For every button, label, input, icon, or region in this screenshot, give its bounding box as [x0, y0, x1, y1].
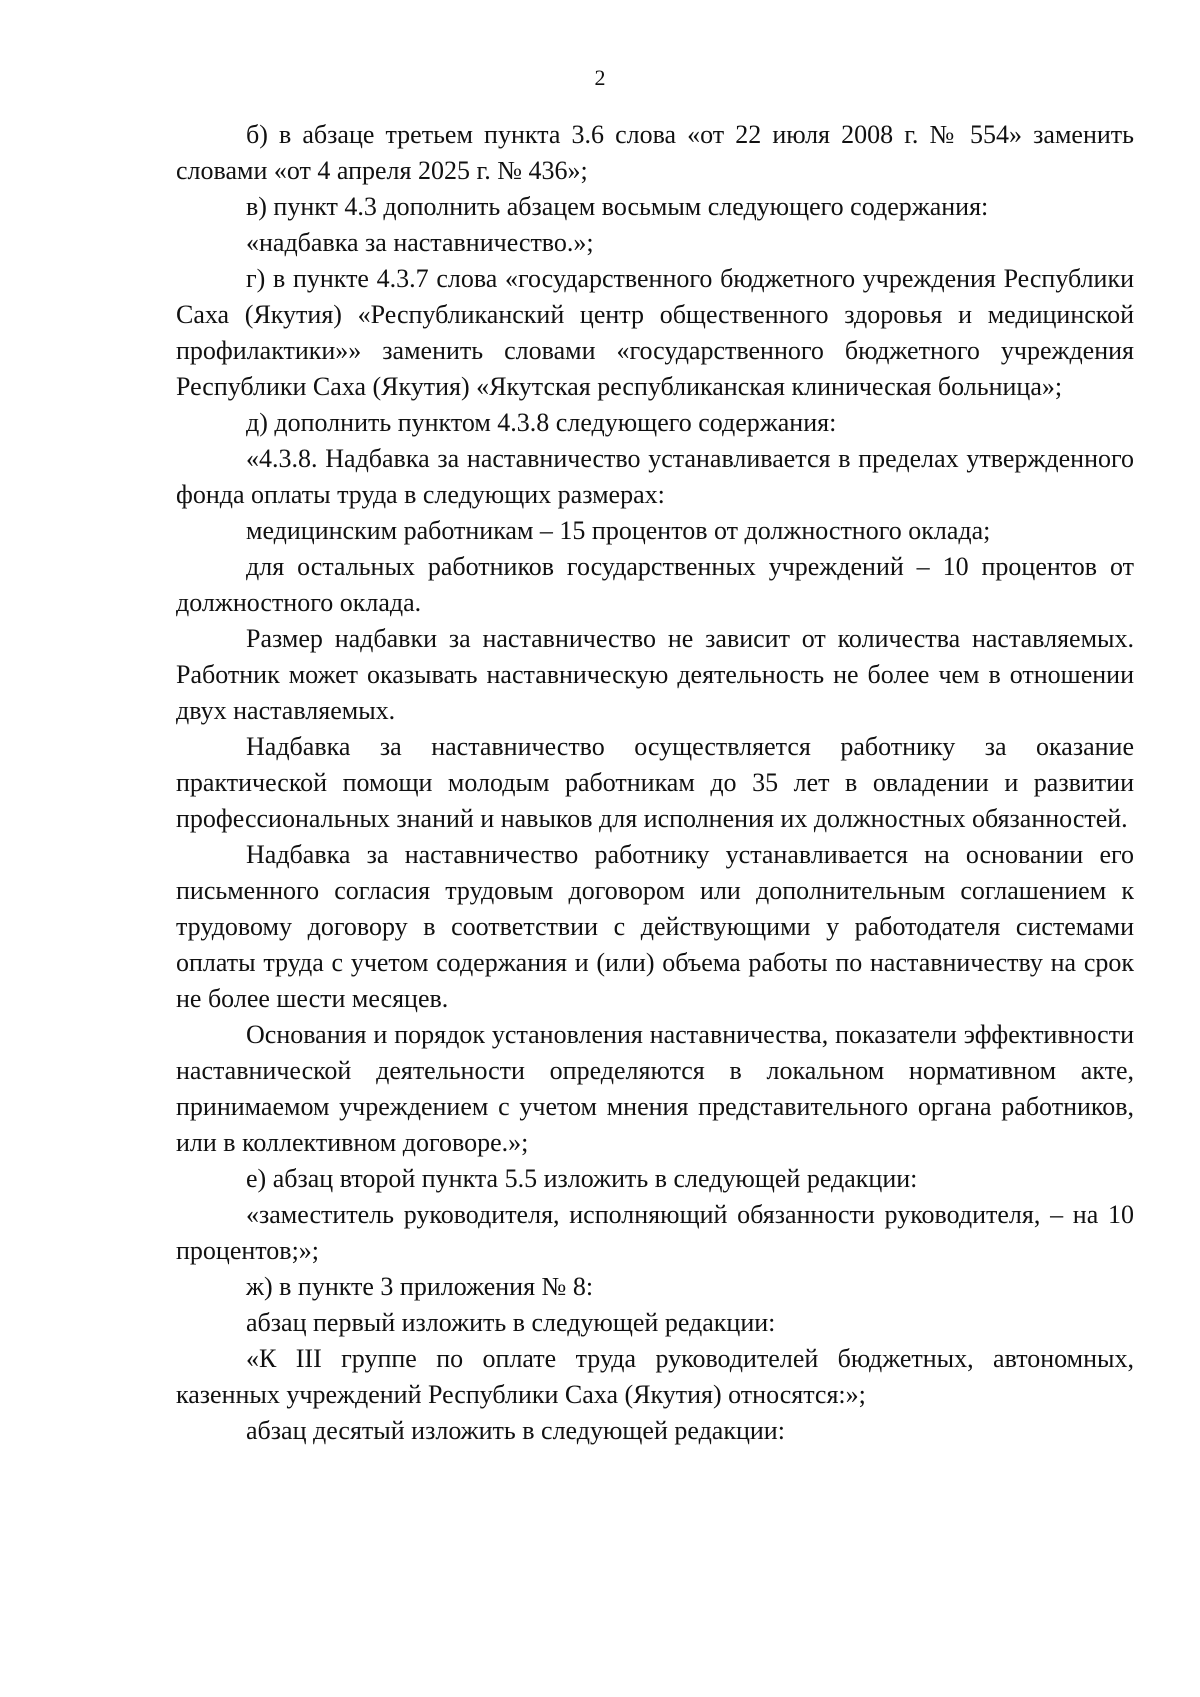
paragraph-v-quote: «надбавка за наставничество.»; [246, 228, 594, 257]
paragraph-medical-workers: медицинским работникам – 15 процентов от должностного оклада; [246, 516, 991, 545]
paragraph-first-abzac: абзац первый изложить в следующей редакции: [246, 1308, 776, 1337]
paragraph-grounds: Основания и порядок установления наставничества, показатели эффективности наставнической деятельности определяются в локальном нормативном акте, принимаемом учреждением с учетом мнения представительного органа работников, или в коллективном договоре.»; [176, 1020, 1134, 1157]
paragraph-bonus-practical-help: Надбавка за наставничество осуществляется работнику за оказание практической помощи молодым работникам до 35 лет в овладении и развитии профессиональных знаний и навыков для исполнения их должностных обязанностей. [176, 732, 1134, 833]
paragraph-tenth-abzac: абзац десятый изложить в следующей редакции: [246, 1416, 785, 1445]
paragraph-group-iii: «К III группе по оплате труда руководителей бюджетных, автономных, казенных учреждений Республики Саха (Якутия) относятся:»; [176, 1344, 1134, 1409]
paragraph-e: е) абзац второй пункта 5.5 изложить в следующей редакции: [246, 1164, 918, 1193]
paragraph-d: д) дополнить пунктом 4.3.8 следующего содержания: [246, 408, 837, 437]
page-number: 2 [594, 65, 606, 90]
paragraph-e-quote: «заместитель руководителя, исполняющий обязанности руководителя, – на 10 процентов;»; [176, 1200, 1134, 1265]
paragraph-zh: ж) в пункте 3 приложения № 8: [246, 1272, 594, 1301]
paragraph-g: г) в пункте 4.3.7 слова «государственного бюджетного учреждения Республики Саха (Якутия) «Республиканский центр общественного здоровья и медицинской профилактики»» заменить словами «государственного бюджетного учреждения Республики Саха (Якутия) «Якутская республиканская клиническая больница»; [176, 264, 1134, 401]
paragraph-bonus-size: Размер надбавки за наставничество не зависит от количества наставляемых. Работник может оказывать наставническую деятельность не более чем в отношении двух наставляемых. [176, 624, 1134, 725]
paragraph-4-3-8: «4.3.8. Надбавка за наставничество устанавливается в пределах утвержденного фонда оплаты труда в следующих размерах: [176, 444, 1134, 509]
paragraph-bonus-consent: Надбавка за наставничество работнику устанавливается на основании его письменного согласия трудовым договором или дополнительным соглашением к трудовому договору в соответствии с действующими у работодателя системами оплаты труда с учетом содержания и (или) объема работы по наставничеству на срок не более шести месяцев. [176, 840, 1134, 1013]
paragraph-other-workers: для остальных работников государственных учреждений – 10 процентов от должностного оклада. [176, 552, 1134, 617]
paragraph-v: в) пункт 4.3 дополнить абзацем восьмым следующего содержания: [246, 192, 989, 221]
document-body [176, 117, 1134, 1449]
paragraph-b: б) в абзаце третьем пункта 3.6 слова «от 22 июля 2008 г. № 554» заменить словами «от 4 апреля 2025 г. № 436»; [176, 120, 1134, 185]
